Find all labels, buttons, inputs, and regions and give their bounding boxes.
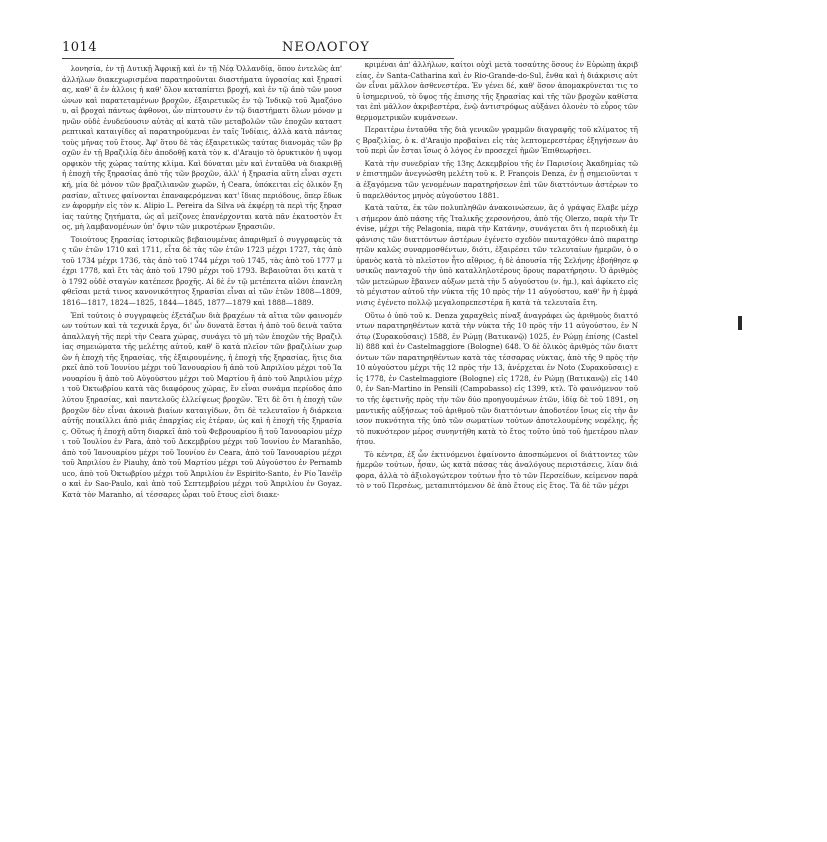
page-number: 1014 xyxy=(62,40,98,55)
right-column xyxy=(356,60,638,492)
document-page xyxy=(56,34,796,824)
left-paragraph-2: Τοιούτους ξηρασίας ἱστορικῶς βεβαιουμένας ἀπαριθμεῖ ὁ συγγραφεὺς τὰς τῶν ἐτῶν 1710 καὶ 1711, εἶτα δὲ τὰς τῶν ἐτῶν 1723 μέχρι 1727, τὰς ἀπὸ τοῦ 1734 μέχρι 1736, τὰς ἀπὸ τοῦ 1744 μέχρι τοῦ 1745, τὰς ἀπὸ τοῦ 1777 μέχρι 1778, καὶ ἔτι τὰς ἀπὸ τοῦ 1790 μέχρι τοῦ 1793. Βεβαιοῦται ὅτι κατὰ τὸ 1792 οὐδὲ σταγὼν κατέπεσε βροχῆς. Αἱ δὲ ἐν τῷ μετέπειτα αἰῶνι ἐπανεληφθεῖσαι μετά τινος κανονικότητος ξηρασίαι εἶναι αἱ τῶν ἐτῶν 1808—1809, 1816—1817, 1824—1825, 1844—1845, 1877—1879 καὶ 1888—1889. xyxy=(62,234,342,308)
right-paragraph-5: Οὕτω ὁ ὑπὸ τοῦ κ. Denza χαραχθεὶς πίναξ ἀναγράφει ὡς ἀριθμοὺς διαττόντων παρατηρηθέντων κατὰ τὴν νύκτα τῆς 10 πρὸς τὴν 11 αὐγούστου, ἐν Νότῳ (Συρακοῦσαις) 1588, ἐν Ρώμῃ (Βατικανῷ) 1025, ἐν Ρώμῃ ἐπίσης (Castelli) 888 καὶ ἐν Castelmaggiore (Bologne) 648. Ὁ δὲ ὁλικὸς ἀριθμὸς τῶν διαττόντων τῶν παρατηρηθέντων κατὰ τὰς τέσσαρας νύκτας, ἀπὸ τῆς 9 πρὸς τὴν 10 αὐγούστου μέχρι τῆς 12 πρὸς τὴν 13, ἀνέρχεται ἐν Noto (Συρακοῦσαις) εἰς 1778, ἐν Castelmaggiore (Bologne) εἰς 1728, ἐν Ρώμῃ (Βατικανῷ) εἰς 1400, ἐν San-Martino in Pensili (Campobasso) εἰς 1399, κτλ. Τὸ φαινόμενον τοῦτο τῆς ἐφετινῆς πρὸς τὴν τῶν δύο προηγουμένων ἐτῶν, ἰδίᾳ δὲ τοῦ 1891, σημαντικῆς αὐξήσεως τοῦ ἀριθμοῦ τῶν διαττόντων ἀποδοτέον ἴσως εἰς τὴν ἄνισον πυκνότητα τῆς ὑπὸ τῶν σωματίων τούτων ἀποτελουμένης νεφέλης, ἧς τὸ πυκνότερον μέρος συνηντήθη κατὰ τὸ ἔτος τοῦτο ὑπὸ τοῦ ἡμετέρου πλανήτου. xyxy=(356,310,638,447)
running-title: ΝΕΟΛΟΓΟΥ xyxy=(282,40,370,55)
left-column xyxy=(62,64,342,500)
right-paragraph-6: Τὸ κέντρα, ἐξ ὧν ἐκτινόμενοι ἐφαίνοντο ἀποσπώμενοι οἱ διάττοντες τῶν ἡμερῶν τούτων, ἦσαν, ὡς κατὰ πάσας τὰς ἀναλόγους περιστάσεις, λίαν διάφορα, ἀλλὰ τὸ ἀξιολογώτερον τούτων ἦτο τὸ τῶν Περσείδων, κείμενον παρὰ τὸ ν τοῦ Περσέως, μεταπιπτόμενον δὲ ἀπὸ ἔτους εἰς ἔτος. Τὰ δὲ τῶν μέχρι xyxy=(356,449,638,491)
right-paragraph-3: Κατὰ τὴν συνεδρίαν τῆς 13ης Δεκεμβρίου τῆς ἐν Παρισίοις Ἀκαδημίας τῶν ἐπιστημῶν ἀνεγνώσθη μελέτη τοῦ κ. P. François Denza, ἐν ᾗ σημειοῦνται τὰ ἐξαγόμενα τῶν γενομένων παρατηρήσεων ἐπὶ τῶν διαττόντων ἀστέρων τοῦ παρελθόντος μηνὸς αὐγούστου 1881. xyxy=(356,158,638,200)
left-paragraph-3: Ἐπὶ τούτοις ὁ συγγραφεὺς ἐξετάζων διὰ βραχέων τὰ αἴτια τῶν φαινομένων τούτων καὶ τὰ τεχνικὰ ἔργα, δι' ὧν δυνατὰ ἔσται ἡ ἀπὸ τοῦ δεινὰ ταῦτα ἀπαλλαγὴ τῆς περὶ τὴν Ceara χώρας, συνάγει τὸ μὴ τῶν ἐποχῶν τῆς Βραζιλίας σημειώματα τῆς μελέτης αὐτοῦ, καθ' ὃ κατὰ πλεῖον τῶν βραζιλίων χωρῶν ἡ ἐποχὴ τῆς ξηρασίας, τῆς ἐξαιρουμένης, ἡ ἐποχὴ τῆς ξηρασίας, ἥτις διαρκεῖ ἀπὸ τοῦ Ἰουνίου μέχρι τοῦ Ἰανουαρίου ἢ ἀπὸ τοῦ Ἀπριλίου μέχρι τοῦ Ἰανουαρίου ἢ ἀπὸ τοῦ Αὐγούστου μέχρι τοῦ Μαρτίου ἢ ἀπὸ τοῦ Ἀπριλίου μέχρι τοῦ Ὀκτωβρίου κατὰ τὰς διαφόρους χώρας, ἔν εἶναι συνάμα περίοδος ἀπολύτου ξηρασίας, καὶ παντελοῦς ἐλλείψεως βροχῶν. Ἔτι δὲ ὅτι ἡ ἐποχὴ τῶν βροχῶν δὲν εἶναι ἀκοινὰ βιαίων καταιγίδων, ὅτι δὲ τελευταῖον ἡ διάρκεια αὐτῆς ποικίλλει ἀπὸ μιᾶς ἐπαρχίας εἰς ἑτέραν, ὡς καὶ ἡ ἐποχὴ τῆς ξηρασίας. Οὕτως ἡ ἐποχὴ αὕτη διαρκεῖ ἀπὸ τοῦ Φεβρουαρίου ἢ τοῦ Ἰανουαρίου μέχρι τοῦ Ἰουλίου ἐν Para, ἀπὸ τοῦ Δεκεμβρίου μέχρι τοῦ Ἰουνίου ἐν Maranhão, ἀπὸ τοῦ Ἰανουαρίου μέχρι τοῦ Ἰουνίου ἐν Ceara, ἀπὸ τοῦ Ἰανουαρίου μέχρι τοῦ Ἀπριλίου ἐν Piauhy, ἀπὸ τοῦ Μαρτίου μέχρι τοῦ Αὐγούστου ἐν Pernambuco, ἀπὸ τοῦ Ὀκτωβρίου μέχρι τοῦ Ἀπριλίου ἐν Espirito-Santo, ἐν Ρίο Ἰανέϊρο καὶ ἐν Sao-Paulo, καὶ ἀπὸ τοῦ Σεπτεμβρίου μέχρι τοῦ Ἀπριλίου ἐν Goyaz. Κατὰ τὸν Maranho, αἱ τέσσαρες ὧραι τοῦ ἔτους εἰσὶ διακε- xyxy=(62,310,342,499)
header-rule xyxy=(62,58,454,59)
left-paragraph-1: λονησία, ἐν τῇ Δυτικῇ Ἀφρικῇ καὶ ἐν τῇ Νέᾳ Ὀλλανδίᾳ, ὅπου ἐντελῶς ἀπ' ἀλλήλων διακεχωρισμένα παρατηροῦνται διαστήματα ὑγρασίας καὶ ξηρασίας, καθ' ἃ ἐν ἀλλοις ἡ καθ' ὅλον καταπίπτει βροχή, καὶ ἐν τῷ ἀπὸ τῶν μουσώνων καὶ παρατεταμένων βροχῶν, ἐξαιρετικῶς ἐν τῷ Ἰνδικῷ τοῦ Ἀμαζόνου, αἱ βροχαὶ πάντως ἀφθονοι, ὧν πίπτουσιν ἐν τῷ διαστήματι ὅλων μόνον μηνῶν οὐδὲ ἐνυδεύουσιν αὐτὰς αἱ κατὰ τῶν μεταβολῶν τῶν ἐποχῶν καταστρεπτικαὶ καταιγίδες αἱ παρατηρούμεναι ἐν ταῖς Ἰνδίαις, ἀλλὰ κατὰ πάντας τοὺς μῆνας τοῦ ἔτους. Ἀφ' ὅτου δὲ τὰς ἐξαιρετικῶς ταύτας διανομὰς τῶν βροχῶν ἐν τῇ Βραζιλίᾳ δὲν ἀποδοθῇ κατὰ τὸν κ. d'Araujo τὸ ὀρυκτικὸν ἡ υψομορφικὸν τῆς χώρας ταύτης κλίμα. Καὶ δύναται μὲν καὶ ἐνταῦθα νὰ διακριθῇ ἡ ἐποχὴ τῆς ξηρασίας ἀπὸ τῆς τῶν βροχῶν, ἀλλ' ἡ ξηρασία αὕτη εἶναι σχετική, μία δὲ μόνον τῶν βραζιλιανῶν χωρῶν, ἡ Ceara, ὑπόκειται εἰς ὁλικὸν ξηρασίαν, αἵτινες φαίνονται ἐπαναφερόμεναι κατ' ἴδιας περιόδους, ὅπερ ἔδωκεν ἀφορμὴν εἰς τὸν κ. Alipio L. Pereira da Silva νὰ ἐκφέρῃ τὰ περὶ τῆς ξηρασίας ταύτης ζητήματα, ὡς αἱ μείζονες ἐπανέρχονται κατὰ πᾶν ἑκατοστὸν ἔτος, μὴ λαμβανομένων ὑπ' ὄψιν τῶν μικροτέρων ξηρασιῶν. xyxy=(62,64,342,232)
page-header xyxy=(56,34,456,58)
right-paragraph-1: κριμέναι ἀπ' ἀλλήλων, καίτοι οὐχὶ μετὰ τοσαύτης ὅσους ἐν Εὐρώπῃ ἀκριβείας, ἐν Santa-Catharina καὶ ἐν Rio-Grande-do-Sul, ἔνθα καὶ ἡ διάκρισις αὐτῶν εἶναι μᾶλλον ἀσθενεστέρα. Ἐν γένει δέ, καθ' ὅσον ἀπομακρύνεται τις τοῦ ἰσημερινοῦ, τὸ ὕψος τῆς ἐπισης τῆς ξηρασίας καὶ τῆς τῶν βροχῶν καθίσταται ἐπὶ μᾶλλον ἀκριβεστέρα, ἐνῷ ἀντιστρόφως αὐξάνει ὁλονὲν τὸ εὖρος τῶν θερμομετρικῶν κυμάνσεων. xyxy=(356,60,638,122)
right-paragraph-4: Κατὰ ταῦτα, ἐκ τῶν πολυπληθῶν ἀνακοινώσεων, ἃς ὁ γράψας ἔλαβε μέχρι σήμερον ἀπὸ πάσης τῆς Ἰταλικῆς χερσονήσου, ἀπὸ τῆς Olerzo, παρὰ τὴν Trévise, μέχρι τῆς Pelagonia, παρὰ τὴν Κατάνην, συνάγεται ὅτι ἡ περιοδικὴ ἐμφάνισις τῶν διαττόντων ἀστέρων ἐγένετο σχεδὸν πανταχόθεν ἀπὸ παρατηρητῶν καλῶς συναρμοσθέντων, διότι, ἐξαιρέσει τῶν τελευταίων ἡμερῶν, ὁ οὐρανὸς κατὰ τὸ πλεῖστον ἦτο αἴθριος, ἡ δὲ ἀπουσία τῆς Σελήνης ἐβοήθησε φυσικῶς πανταχοῦ τὴν ὑπὸ καταλληλοτέρους ὅρους παρατήρησιν. Ὁ ἀριθμὸς τῶν μετεώρων ἔβαινεν αὐξων μετὰ τὴν 5 αὐγούστου (ν. ἡμ.), καὶ ἀφίκετο εἰς τὸ μέγιστον αὐτοῦ τὴν νύκτα τῆς 10 πρὸς τὴν 11 αὐγούστου, καθ' ἣν ἡ ἐμφάνισις ἐγένετο πολλῷ μεγαλοπρεπεστέρα ἢ κατὰ τὰ τελευταῖα ἔτη. xyxy=(356,203,638,308)
scan-mark xyxy=(738,316,742,330)
right-paragraph-2: Περαιτέρω ἐνταῦθα τῆς διὰ γενικῶν γραμμῶν διαγραφῆς τοῦ κλίματος τῆς Βραζιλίας, ὁ κ. d'Araujo προβαίνει εἰς τὰς λεπτομερεστέρας ἐξηγήσεων ἀυτοῦ περὶ ὧν ἔσται ἴσως ὁ λόγος ἐν προσεχεῖ ἡμῶν Ἐπιθεωρήσει. xyxy=(356,125,638,156)
